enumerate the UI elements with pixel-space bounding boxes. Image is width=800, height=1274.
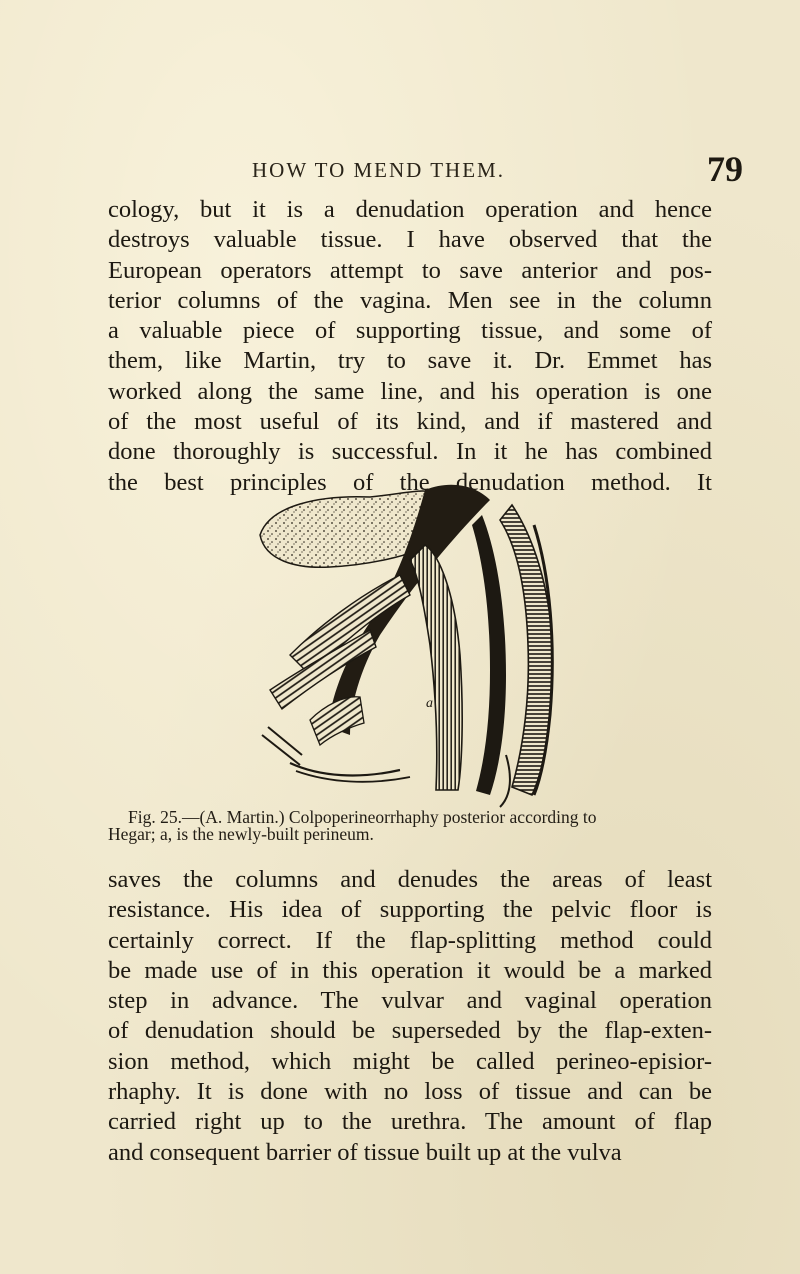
text-line: carried right up to the urethra. The amount of flap — [108, 1108, 712, 1136]
running-title: HOW TO MEND THEM. — [252, 158, 505, 182]
page-number: 79 — [707, 149, 743, 189]
text-line: rhaphy. It is done with no loss of tissue and can be — [108, 1078, 712, 1106]
text-line: be made use of in this operation it would be a marked — [108, 956, 712, 984]
text-line: cology, but it is a denudation operation and hence — [108, 196, 712, 223]
text-line: them, like Martin, try to save it. Dr. Emmet has — [108, 347, 712, 375]
text-line: done thoroughly is successful. In it he has combined — [108, 438, 712, 466]
text-line: of the most useful of its kind, and if mastered and — [108, 408, 712, 436]
text-line: of denudation should be superseded by the flap-exten- — [108, 1017, 712, 1045]
paragraph-top — [108, 195, 712, 498]
text-line: resistance. His idea of supporting the pelvic floor is — [108, 896, 712, 924]
text-line: European operators attempt to save anterior and pos- — [108, 256, 712, 284]
caption-line: Hegar; a, is the newly-built perineum. — [108, 824, 374, 844]
running-head — [0, 144, 800, 189]
text-line: saves the columns and denudes the areas of least — [108, 866, 712, 893]
text-line: certainly correct. If the flap-splitting method could — [108, 926, 712, 954]
figure-caption — [108, 809, 708, 843]
text-line: destroys valuable tissue. I have observed that the — [108, 226, 712, 254]
anatomical-figure — [250, 465, 580, 810]
text-line: terior columns of the vagina. Men see in the column — [108, 286, 712, 314]
text-line: sion method, which might be called perineo-episior- — [108, 1047, 712, 1075]
text-line: and consequent barrier of tissue built up at the vulva — [108, 1138, 622, 1166]
caption-line: Fig. 25.—(A. Martin.) Colpoperineorrhaphy posterior according to — [128, 807, 597, 827]
paragraph-bottom — [108, 865, 712, 1168]
text-line: the best principles of the denudation method. It — [108, 468, 712, 496]
text-line: step in advance. The vulvar and vaginal operation — [108, 987, 712, 1015]
figure-label: a — [426, 696, 433, 711]
text-line: worked along the same line, and his operation is one — [108, 377, 712, 405]
text-line: a valuable piece of supporting tissue, and some of — [108, 317, 712, 345]
